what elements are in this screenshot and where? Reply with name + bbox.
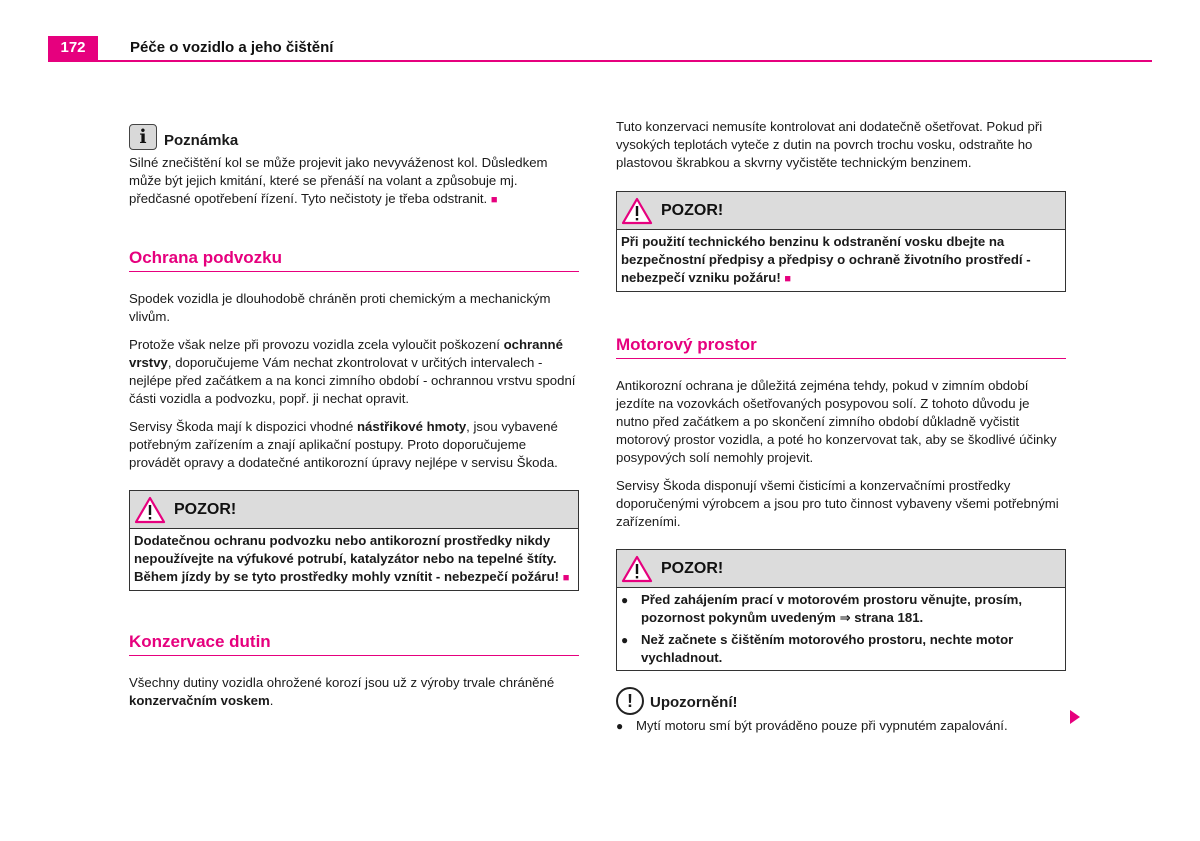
warning-text-body: Dodatečnou ochranu podvozku nebo antikorozní prostředky nikdy nepoužívejte na výfukové potrubí, katalyzátor nebo na tepelné štíty. Během jízdy by se tyto prostředky mohly vznítit - nebezpečí požáru! — [134, 533, 560, 584]
warning-bullet-text: Před zahájením prací v motorovém prostoru věnujte, prosím, pozornost pokynům uvedeným ⇒ strana 181. — [641, 592, 1023, 625]
bold-term: konzervačním voskem — [129, 693, 270, 708]
warning-header — [617, 550, 1065, 588]
info-icon — [129, 124, 157, 150]
paragraph-text: Servisy Škoda mají k dispozici vhodné — [129, 419, 357, 434]
warning-header — [130, 491, 578, 529]
chapter-title: Péče o vozidlo a jeho čištění — [130, 39, 334, 56]
left-column — [129, 122, 579, 720]
caution-block — [616, 687, 1066, 735]
paragraph — [129, 336, 579, 408]
paragraph: Antikorozní ochrana je důležitá zejména tehdy, pokud v zimním období jezdíte na vozovkách ošetřovaných posypovou solí. Z tohoto důvodu je nutno před začátkem a po skončení zimního období důkladně vyčistit motorový prostor vozidla, a poté ho konzervovat tak, aby se škodlivé účinky posypových solí nemohly projevit. — [616, 378, 1057, 465]
warning-box — [616, 191, 1066, 292]
section-heading-ochrana-podvozku: Ochrana podvozku — [129, 247, 579, 272]
note-title: Poznámka — [164, 132, 239, 149]
right-column — [616, 118, 1066, 735]
note-block — [129, 122, 579, 209]
caution-header — [616, 687, 1066, 715]
bullet-icon: ● — [616, 719, 624, 733]
warning-bullets — [617, 588, 1065, 670]
info-icon-glyph: i — [139, 126, 147, 148]
warning-bullet-text: Než začnete s čištěním motorového prostoru, nechte motor vychladnout. — [641, 632, 1014, 665]
section-heading-motorovy-prostor: Motorový prostor — [616, 334, 1066, 359]
warning-header — [617, 192, 1065, 230]
bold-term: nástřikové hmoty — [356, 419, 467, 434]
bullet-icon: ● — [621, 593, 629, 607]
warning-bullet-item — [621, 631, 1061, 667]
bold-term: ochranné vrstvy — [129, 337, 563, 370]
paragraph — [129, 674, 579, 710]
warning-title: POZOR! — [661, 201, 724, 219]
note-text — [129, 154, 579, 209]
paragraph-text: Protože však nelze při provozu vozidla zcela vyloučit poškození — [129, 337, 504, 352]
bullet-icon: ● — [621, 633, 629, 647]
section-heading-konzervace-dutin: Konzervace dutin — [129, 631, 579, 656]
paragraph: Tuto konzervaci nemusíte kontrolovat ani dodatečně ošetřovat. Pokud při vysokých teplotách vyteče z dutin na povrch trochu vosku, odstraňte ho plastovou škrabkou a skvrny vyčistěte technickým benzinem. — [616, 119, 1043, 170]
paragraph: Spodek vozidla je dlouhodobě chráněn proti chemickým a mechanickým vlivům. — [129, 291, 551, 324]
next-page-arrow-icon — [1070, 710, 1080, 724]
warning-box — [129, 490, 579, 591]
warning-triangle-icon — [621, 197, 653, 225]
exclamation-circle-icon: ! — [616, 687, 644, 715]
caution-bullet-text: Mytí motoru smí být prováděno pouze při vypnutém zapalování. — [636, 718, 1008, 733]
paragraph-text: Všechny dutiny vozidla ohrožené korozí jsou už z výroby trvale chráněné — [129, 675, 555, 690]
page-header — [48, 36, 1152, 62]
warning-title: POZOR! — [174, 500, 237, 518]
warning-title: POZOR! — [661, 559, 724, 577]
warning-text — [130, 529, 578, 590]
caution-bullet-item — [616, 717, 1066, 735]
warning-text-body: Při použití technického benzinu k odstranění vosku dbejte na bezpečnostní předpisy a předpisy o ochraně životního prostředí - nebezpečí vzniku požáru! — [621, 234, 1031, 285]
paragraph — [129, 418, 579, 472]
paragraph: Servisy Škoda disponují všemi čisticími a konzervačními prostředky doporučenými výrobcem a jsou pro tuto činnost vybaveny všemi potřebnými zařízeními. — [616, 478, 1059, 529]
warning-triangle-icon — [134, 496, 166, 524]
page-number: 172 — [48, 36, 98, 60]
end-mark-icon: ■ — [784, 273, 792, 285]
warning-triangle-icon — [621, 555, 653, 583]
end-mark-icon: ■ — [490, 194, 498, 206]
note-header — [129, 122, 579, 152]
paragraph-text: , jsou vybavené potřebným zařízením a znají aplikační postupy. Proto doporučujeme provádět opravy a dodatečné antikorozní úpravy nejlépe v servisu Škoda. — [129, 419, 558, 470]
note-text-body: Silné znečištění kol se může projevit jako nevyváženost kol. Důsledkem může být jejich kmitání, které se přenáší na volant a způsobuje mj. předčasné opotřebení řízení. Tyto nečistoty je třeba odstranit. — [129, 155, 548, 206]
paragraph-text: . — [269, 693, 274, 708]
warning-text — [617, 230, 1065, 291]
warning-bullet-item — [621, 591, 1061, 627]
paragraph-text: , doporučujeme Vám nechat zkontrolovat v určitých intervalech - nejlépe před začátkem a na konci zimního období - ochrannou vrstvu spodní části vozidla a podvozku, popř. ji nechat opravit. — [129, 355, 576, 406]
caution-title: Upozornění! — [650, 694, 738, 711]
end-mark-icon: ■ — [562, 572, 570, 584]
warning-box — [616, 549, 1066, 671]
